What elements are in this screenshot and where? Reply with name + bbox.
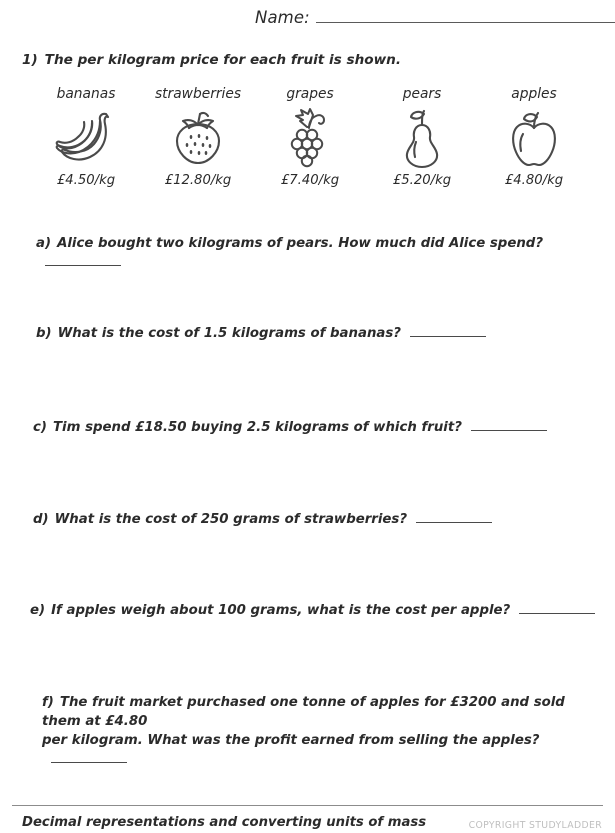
bananas-icon: [48, 105, 124, 171]
subquestion-f-text: The fruit market purchased one tonne of apples for £3200 and sold them at £4.80: [42, 695, 565, 729]
subquestion-d: [33, 510, 492, 529]
fruit-price-pears: £5.20/kg: [392, 173, 452, 188]
footer-copyright: COPYRIGHT STUDYLADDER: [468, 820, 602, 831]
footer-topic-title: Decimal representations and converting units of mass: [22, 815, 427, 830]
subquestion-b: [36, 324, 486, 343]
subquestion-f-text-line2: per kilogram. What was the profit earned from selling the apples?: [42, 733, 540, 748]
answer-blank-c[interactable]: [471, 419, 547, 431]
answer-blank-a[interactable]: [45, 254, 121, 266]
fruit-price-apples: £4.80/kg: [504, 173, 564, 188]
fruit-price-table: [30, 86, 590, 188]
subquestion-a-letter: a): [36, 236, 52, 251]
name-blank-line[interactable]: [316, 9, 615, 23]
subquestion-e-text: If apples weigh about 100 grams, what is the cost per apple?: [51, 603, 511, 618]
fruit-cell-grapes: [254, 86, 366, 188]
subquestion-d-text: What is the cost of 250 grams of strawberries?: [54, 512, 408, 527]
fruit-cell-strawberries: [142, 86, 254, 188]
pear-icon: [393, 105, 451, 171]
name-label: Name:: [255, 8, 310, 27]
fruit-cell-apples: [478, 86, 590, 188]
fruit-label-apples: apples: [511, 86, 557, 102]
fruit-price-strawberries: £12.80/kg: [164, 173, 232, 188]
subquestion-a-text: Alice bought two kilograms of pears. How much did Alice spend?: [57, 236, 544, 251]
fruit-price-grapes: £7.40/kg: [280, 173, 340, 188]
subquestion-f-wrap: [42, 731, 577, 769]
strawberry-icon: [167, 105, 229, 171]
apple-icon: [505, 105, 563, 171]
fruit-label-bananas: bananas: [56, 86, 116, 102]
fruit-price-bananas: £4.50/kg: [56, 173, 116, 188]
subquestion-f-letter: f): [42, 695, 54, 710]
subquestion-c-text: Tim spend £18.50 buying 2.5 kilograms of which fruit?: [52, 420, 462, 435]
subquestion-d-letter: d): [33, 512, 49, 527]
fruit-cell-pears: [366, 86, 478, 188]
question-1-stem: [22, 52, 401, 68]
subquestion-a: [36, 234, 615, 272]
subquestion-e: [30, 601, 595, 620]
answer-blank-d[interactable]: [416, 511, 492, 523]
name-field-row: [0, 8, 615, 34]
answer-blank-e[interactable]: [519, 602, 595, 614]
fruit-cell-bananas: [30, 86, 142, 188]
question-1-text: The per kilogram price for each fruit is shown.: [44, 52, 401, 68]
subquestion-b-text: What is the cost of 1.5 kilograms of bananas?: [57, 326, 402, 341]
subquestion-f: [42, 693, 577, 769]
answer-blank-b[interactable]: [410, 325, 486, 337]
footer-divider: [12, 805, 603, 806]
subquestion-c: [33, 418, 547, 437]
subquestion-c-letter: c): [33, 420, 47, 435]
subquestion-e-letter: e): [30, 603, 46, 618]
answer-blank-f[interactable]: [51, 751, 127, 763]
fruit-label-grapes: grapes: [286, 86, 334, 102]
subquestion-b-letter: b): [36, 326, 52, 341]
fruit-label-strawberries: strawberries: [154, 86, 242, 102]
question-1-number: 1): [22, 52, 38, 68]
grapes-icon: [279, 105, 341, 171]
fruit-label-pears: pears: [402, 86, 442, 102]
